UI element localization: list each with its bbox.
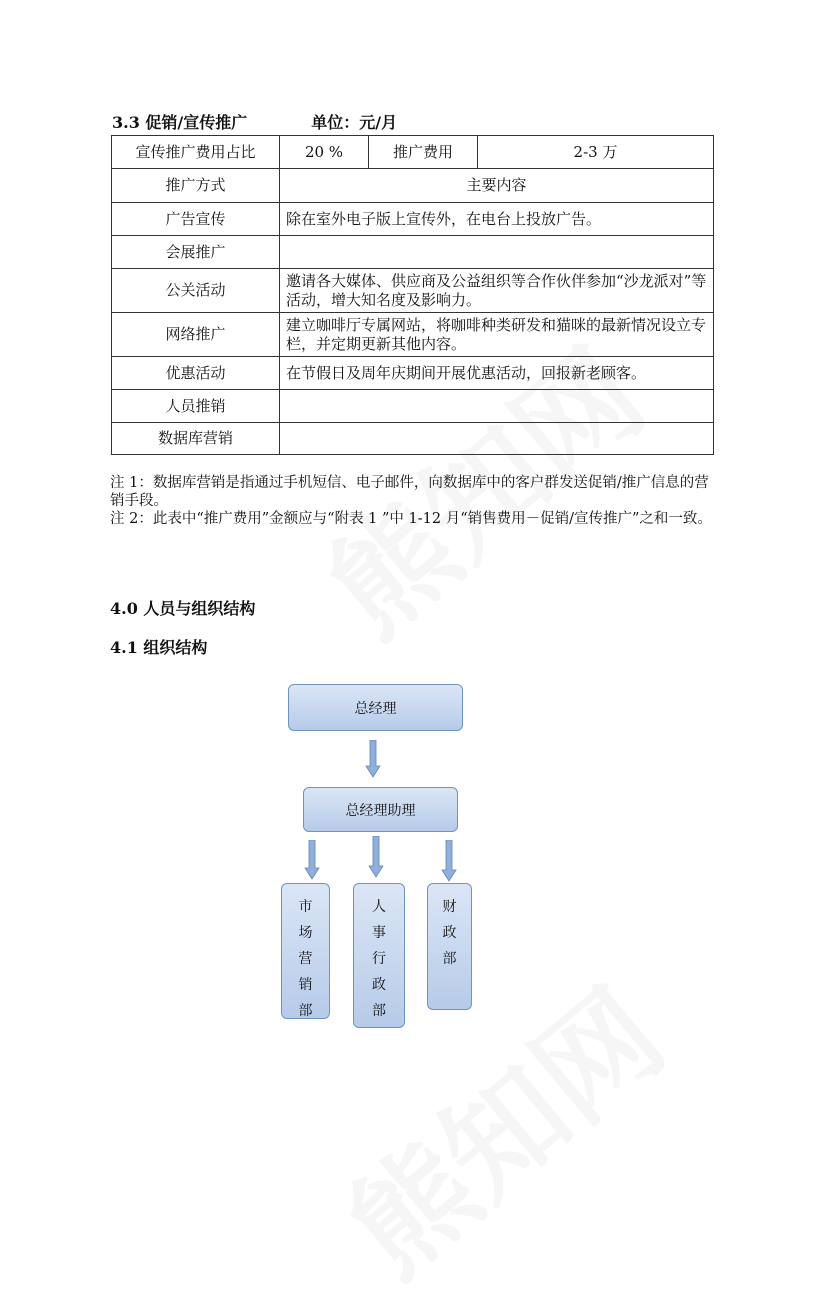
table-row [112, 313, 714, 357]
org-box-hr-admin-dept [353, 883, 405, 1028]
org-label: 总经理助理 [345, 802, 416, 819]
table-row [112, 390, 714, 423]
org-box-finance-dept [427, 883, 472, 1010]
org-label: 人事行政部 [372, 899, 386, 1019]
org-label: 财政部 [442, 899, 457, 967]
content-cell [280, 236, 714, 269]
header-row [112, 169, 714, 203]
section-title [112, 110, 397, 133]
note-1: 注 1：数据库营销是指通过手机短信、电子邮件，向数据库中的客户群发送促销/推广信息的营销手段。 [110, 475, 709, 509]
heading-personnel-organization: 4.0 人员与组织结构 [110, 599, 256, 618]
org-box-marketing-dept [281, 883, 330, 1019]
content-cell: 建立咖啡厅专属网站，将咖啡种类研发和猫咪的最新情况设立专栏，并定期更新其他内容。 [280, 313, 714, 357]
table-notes [110, 474, 722, 528]
content-cell [280, 423, 714, 455]
heading-organization-structure: 4.1 组织结构 [110, 638, 208, 657]
method-cell: 广告宣传 [112, 203, 280, 236]
org-box-assistant-manager [303, 787, 458, 832]
method-cell: 公关活动 [112, 269, 280, 313]
arrow-down-icon [365, 740, 381, 778]
method-cell: 数据库营销 [112, 423, 280, 455]
content-cell: 在节假日及周年庆期间开展优惠活动，回报新老顾客。 [280, 357, 714, 390]
promotion-table [111, 135, 714, 455]
arrow-down-icon [304, 840, 320, 880]
fee-label-cell: 推广费用 [369, 136, 478, 169]
unit-label: 单位：元/月 [311, 113, 398, 132]
table-row [112, 269, 714, 313]
arrow-down-icon [441, 840, 457, 882]
method-cell: 会展推广 [112, 236, 280, 269]
content-cell: 邀请各大媒体、供应商及公益组织等合作伙伴参加“沙龙派对”等活动，增大知名度及影响力。 [280, 269, 714, 313]
fee-value-cell: 2-3 万 [478, 136, 714, 169]
method-cell: 网络推广 [112, 313, 280, 357]
content-cell: 除在室外电子版上宣传外，在电台上投放广告。 [280, 203, 714, 236]
table-row [112, 203, 714, 236]
method-cell: 优惠活动 [112, 357, 280, 390]
summary-row [112, 136, 714, 169]
note-2: 注 2：此表中“推广费用”金额应与“附表 1 ”中 1-12 月“销售费用－促销/宣传推广”之和一致。 [110, 511, 712, 527]
ratio-label-cell: 宣传推广费用占比 [112, 136, 280, 169]
table-row [112, 357, 714, 390]
arrow-down-icon [368, 836, 384, 878]
org-label: 总经理 [354, 700, 397, 717]
section-title-text: 3.3 促销/宣传推广 [112, 113, 248, 132]
table-row [112, 423, 714, 455]
method-header: 推广方式 [112, 169, 280, 203]
content-cell [280, 390, 714, 423]
ratio-value-cell: 20 % [280, 136, 369, 169]
method-cell: 人员推销 [112, 390, 280, 423]
content-header: 主要内容 [280, 169, 714, 203]
org-label: 市场营销部 [298, 899, 313, 1019]
table-row [112, 236, 714, 269]
org-box-general-manager [288, 684, 463, 731]
